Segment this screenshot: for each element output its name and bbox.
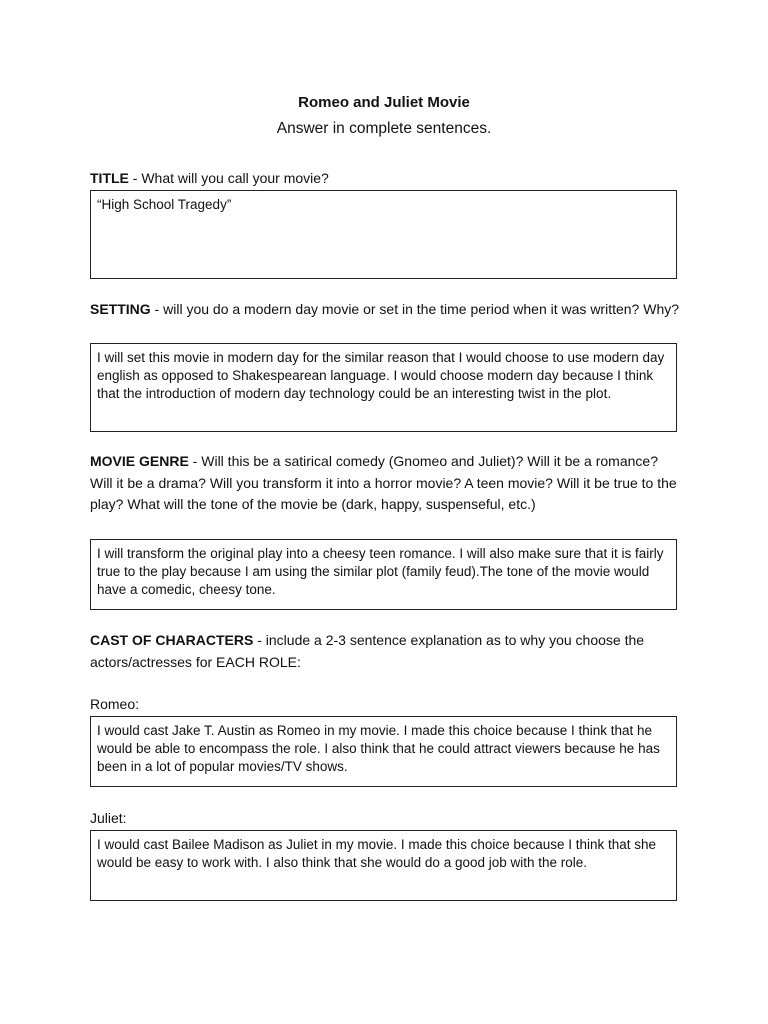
genre-prompt	[90, 451, 680, 516]
setting-heading: SETTING	[90, 301, 151, 317]
genre-answer-box[interactable]: I will transform the original play into a cheesy teen romance. I will also make sure that it is fairly true to the play because I am using the similar plot (family feud).The tone of the movie would have a comedic, cheesy tone.	[90, 539, 677, 610]
document-subtitle: Answer in complete sentences.	[276, 120, 492, 137]
setting-prompt	[90, 299, 680, 321]
romeo-answer-box[interactable]: I would cast Jake T. Austin as Romeo in my movie. I made this choice because I think that he would be able to encompass the role. I also think that he could attract viewers because he has been in a lot of popular movies/TV shows.	[90, 716, 677, 787]
cast-prompt	[90, 630, 680, 673]
genre-heading: MOVIE GENRE	[90, 453, 189, 469]
title-heading: TITLE	[90, 170, 129, 186]
setting-answer-box[interactable]: I will set this movie in modern day for the similar reason that I would choose to use modern day english as opposed to Shakespearean language. I would choose modern day because I think that the introduction of modern day technology could be an interesting twist in the plot.	[90, 343, 677, 432]
cast-heading: CAST OF CHARACTERS	[90, 632, 254, 648]
cast-question: - include a 2-3 sentence explanation as to why you choose the actors/actresses for EACH ROLE:	[90, 632, 645, 670]
title-prompt	[90, 168, 680, 190]
genre-question: - Will this be a satirical comedy (Gnomeo and Juliet)? Will it be a romance? Will it be a drama? Will you transform it into a horror movie? A teen movie? Will it be true to the play? What will the tone of the movie be (dark, happy, suspenseful, etc.)	[90, 453, 677, 512]
title-answer-box[interactable]: “High School Tragedy”	[90, 190, 677, 279]
juliet-answer-box[interactable]: I would cast Bailee Madison as Juliet in my movie. I made this choice because I think that she would be easy to work with. I also think that she would do a good job with the role.	[90, 830, 677, 901]
setting-question: - will you do a modern day movie or set in the time period when it was written? Why?	[150, 301, 680, 317]
title-question: - What will you call your movie?	[128, 170, 329, 186]
document-title: Romeo and Juliet Movie	[298, 94, 470, 111]
juliet-label: Juliet:	[90, 810, 127, 826]
romeo-label: Romeo:	[90, 696, 140, 712]
